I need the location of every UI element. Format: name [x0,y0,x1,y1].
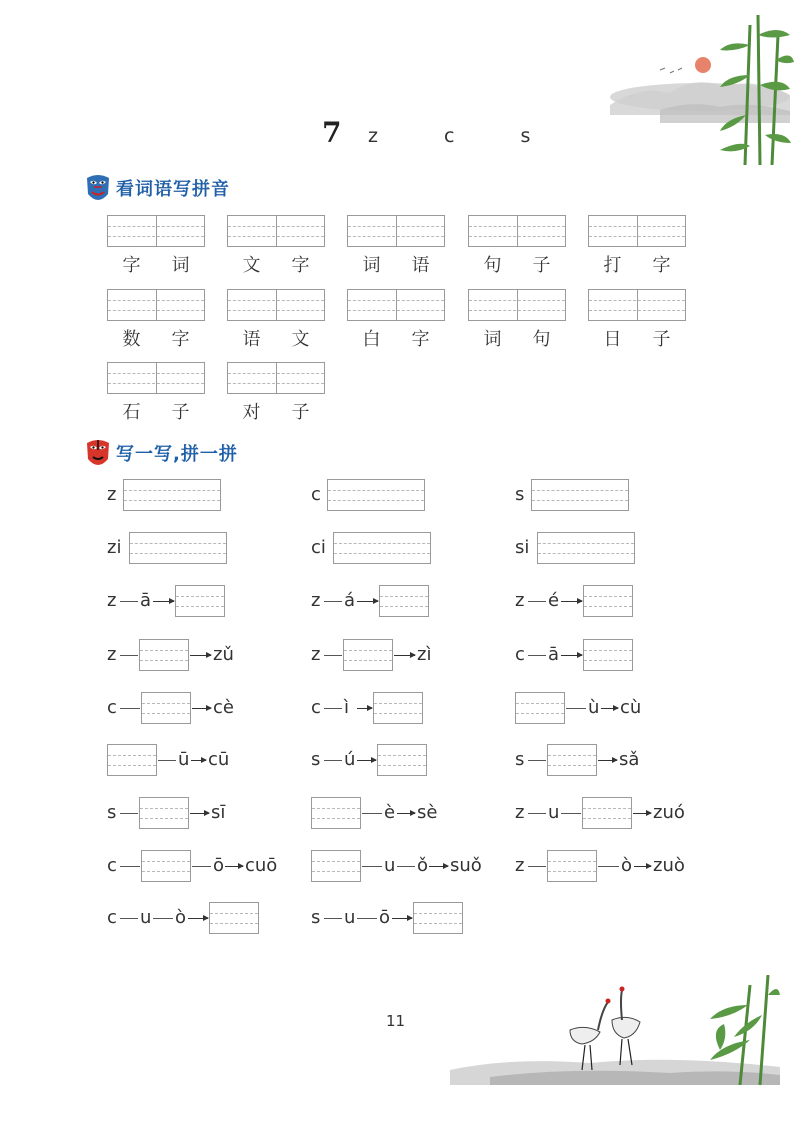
answer-write-box[interactable] [333,532,431,564]
arrow-icon [190,655,211,656]
pinyin-text: cū [208,749,230,770]
pinyin-text: z [515,802,525,823]
pinyin-text: c [515,644,525,665]
pinyin-text: ò [175,907,187,928]
answer-write-box[interactable] [377,744,427,776]
vocab-character: 子 [532,255,551,276]
vocab-character: 白 [362,329,381,350]
answer-write-box[interactable] [373,692,423,724]
pinyin-write-box[interactable] [468,289,566,321]
pinyin-text: zuó [653,802,685,823]
connector-line [120,708,140,709]
syllable-label: ci [311,537,326,558]
pinyin-text: s [515,749,525,770]
vocab-character: 子 [291,402,310,423]
connector-line [357,918,377,919]
vocab-word [588,325,686,351]
pinyin-write-box[interactable] [227,362,325,394]
section-heading-1 [84,172,230,204]
vocab-character: 对 [242,402,261,423]
vocab-character: 语 [242,329,261,350]
vocab-character: 打 [603,255,622,276]
answer-write-box[interactable] [582,797,632,829]
answer-write-box[interactable] [413,902,463,934]
answer-write-box[interactable] [515,692,565,724]
vocab-word [468,251,566,277]
arrow-icon [561,655,582,656]
answer-write-box[interactable] [141,692,191,724]
arrow-icon [598,760,617,761]
vocab-character: 句 [532,329,551,350]
vocab-word [468,325,566,351]
arrow-icon [561,601,582,602]
answer-write-box[interactable] [311,850,361,882]
arrow-icon [392,918,412,919]
opera-mask-blue-icon [84,172,112,204]
vocab-character: 词 [171,255,190,276]
vocab-character: 字 [652,255,671,276]
pinyin-text: suǒ [450,855,482,876]
pinyin-text: s [107,802,117,823]
connector-line [324,760,342,761]
pinyin-text: z [515,855,525,876]
answer-write-box[interactable] [175,585,225,617]
connector-line [324,601,342,602]
answer-write-box[interactable] [107,744,157,776]
pinyin-write-box[interactable] [107,289,205,321]
vocab-character: 文 [242,255,261,276]
vocab-character: 词 [362,255,381,276]
pinyin-write-box[interactable] [107,362,205,394]
connector-line [528,655,546,656]
connector-line [528,760,546,761]
connector-line [528,601,546,602]
pinyin-text: c [107,697,117,718]
answer-write-box[interactable] [311,797,361,829]
pinyin-text: u [384,855,396,876]
pinyin-text: c [311,697,321,718]
vocab-character: 文 [291,329,310,350]
section-heading-2 [84,437,238,469]
vocab-word [227,398,325,424]
vocab-word [107,398,205,424]
arrow-icon [188,918,208,919]
vocab-word [347,251,445,277]
pinyin-text: è [384,802,396,823]
letter-label: z [107,484,117,505]
connector-line [120,866,140,867]
vocab-character: 数 [122,329,141,350]
section-heading-text: 看词语写拼音 [116,179,230,200]
connector-line [120,601,138,602]
connector-line [120,655,138,656]
vocab-word [347,325,445,351]
pinyin-text: cè [213,697,234,718]
arrow-icon [634,866,651,867]
pinyin-text: z [515,590,525,611]
arrow-icon [601,708,618,709]
connector-line [397,866,415,867]
pinyin-text: ō [379,907,391,928]
connector-line [598,866,619,867]
pinyin-write-box[interactable] [347,215,445,247]
connector-line [120,813,138,814]
answer-write-box[interactable] [547,850,597,882]
answer-write-box[interactable] [209,902,259,934]
pinyin-text: z [107,590,117,611]
pinyin-text: ū [178,749,190,770]
answer-write-box[interactable] [583,585,633,617]
pinyin-text: sè [417,802,438,823]
pinyin-text: zuò [653,855,685,876]
connector-line [362,813,382,814]
connector-line [324,708,342,709]
vocab-character: 字 [411,329,430,350]
answer-write-box[interactable] [123,479,221,511]
pinyin-text: z [311,590,321,611]
arrow-icon [191,760,206,761]
page-number: 11 [386,1012,406,1030]
answer-write-box[interactable] [139,639,189,671]
vocab-character: 字 [122,255,141,276]
lesson-number: 7 [322,116,342,149]
pinyin-text: ò [621,855,633,876]
pinyin-text: sī [211,802,226,823]
bamboo-landscape-illustration [600,15,794,165]
pinyin-text: z [107,644,117,665]
vocab-word [107,325,205,351]
arrow-icon [357,760,376,761]
crane-landscape-illustration [450,975,780,1085]
vocab-character: 石 [122,402,141,423]
answer-write-box[interactable] [139,797,189,829]
connector-line [528,813,546,814]
pinyin-text: ā [140,590,152,611]
connector-line [561,813,581,814]
letter-label: s [515,484,525,505]
connector-line [192,866,211,867]
pinyin-text: sǎ [619,749,640,770]
connector-line [528,866,546,867]
opera-mask-red-icon [84,437,112,469]
vocab-character: 日 [603,329,622,350]
pinyin-write-box[interactable] [227,215,325,247]
pinyin-text: ǒ [417,855,429,876]
pinyin-text: ā [548,644,560,665]
connector-line [362,866,382,867]
answer-write-box[interactable] [343,639,393,671]
connector-line [566,708,586,709]
vocab-character: 子 [652,329,671,350]
pinyin-text: zǔ [213,644,234,665]
connector-line [158,760,176,761]
arrow-icon [153,601,174,602]
arrow-icon [429,866,448,867]
answer-write-box[interactable] [547,744,597,776]
pinyin-write-box[interactable] [588,215,686,247]
pinyin-write-box[interactable] [588,289,686,321]
arrow-icon [225,866,243,867]
pinyin-text: u [548,802,560,823]
vocab-character: 句 [483,255,502,276]
answer-write-box[interactable] [531,479,629,511]
pinyin-write-box[interactable] [227,289,325,321]
pinyin-text: ú [344,749,356,770]
pinyin-text: ō [213,855,225,876]
pinyin-text: u [140,907,152,928]
pinyin-text: c [107,907,117,928]
connector-line [324,918,342,919]
vocab-character: 字 [291,255,310,276]
pinyin-write-box[interactable] [468,215,566,247]
arrow-icon [192,708,211,709]
pinyin-write-box[interactable] [107,215,205,247]
pinyin-text: ì [344,697,350,718]
pinyin-text: s [311,907,321,928]
answer-write-box[interactable] [537,532,635,564]
answer-write-box[interactable] [327,479,425,511]
section-heading-text: 写一写,拼一拼 [116,444,238,465]
arrow-icon [190,813,209,814]
vocab-character: 字 [171,329,190,350]
arrow-icon [397,813,415,814]
letter-label: c [311,484,321,505]
arrow-icon [357,601,378,602]
pinyin-text: cù [620,697,642,718]
vocab-word [227,251,325,277]
pinyin-text: z [311,644,321,665]
vocab-word [227,325,325,351]
pinyin-write-box[interactable] [347,289,445,321]
arrow-icon [633,813,651,814]
vocab-character: 子 [171,402,190,423]
pinyin-text: c [107,855,117,876]
answer-write-box[interactable] [129,532,227,564]
pinyin-text: cuō [245,855,278,876]
vocab-character: 语 [411,255,430,276]
answer-write-box[interactable] [379,585,429,617]
pinyin-text: é [548,590,560,611]
pinyin-text: zì [417,644,432,665]
pinyin-text: á [344,590,356,611]
vocab-word [588,251,686,277]
connector-line [120,918,138,919]
pinyin-text: s [311,749,321,770]
connector-line [153,918,173,919]
lesson-title: z c s [368,125,561,147]
answer-write-box[interactable] [583,639,633,671]
vocab-character: 词 [483,329,502,350]
arrow-icon [357,708,372,709]
syllable-label: zi [107,537,122,558]
connector-line [324,655,342,656]
pinyin-text: ù [588,697,600,718]
syllable-label: si [515,537,530,558]
vocab-word [107,251,205,277]
pinyin-text: u [344,907,356,928]
answer-write-box[interactable] [141,850,191,882]
arrow-icon [394,655,415,656]
